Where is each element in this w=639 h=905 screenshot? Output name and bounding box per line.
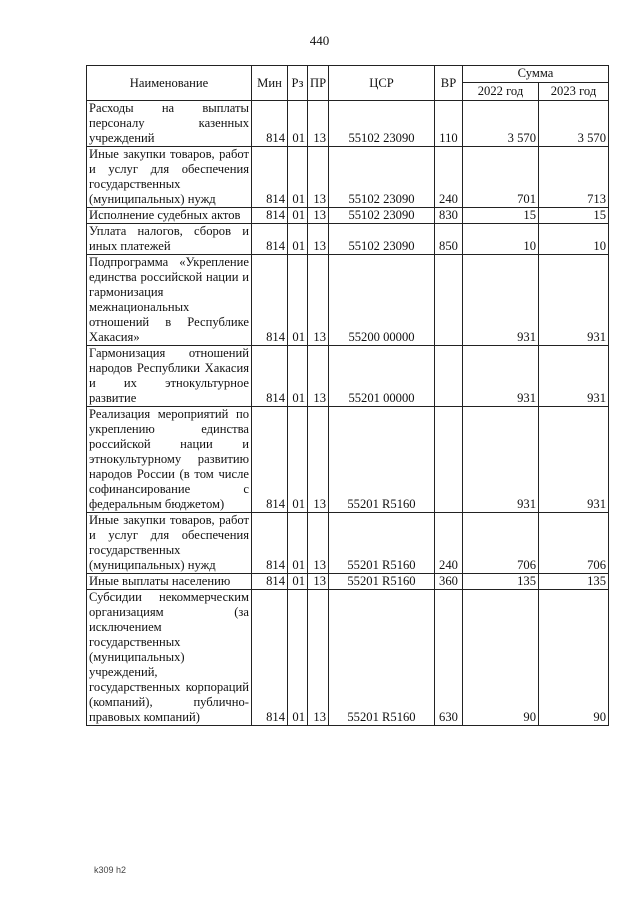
table-row [87,147,609,208]
cell-year-2022: 931 [463,407,539,513]
cell-rz: 01 [288,101,308,147]
header-name: Наименование [87,66,252,101]
cell-vr [435,407,463,513]
header-min: Мин [252,66,288,101]
cell-csr: 55201 00000 [329,346,435,407]
cell-pr: 13 [308,407,329,513]
budget-table [86,65,609,726]
cell-pr: 13 [308,513,329,574]
cell-name: Расходы на выплаты персоналу казенных учреждений [87,101,252,147]
table-row [87,208,609,224]
cell-rz: 01 [288,208,308,224]
header-vr: ВР [435,66,463,101]
header-year-2022: 2022 год [463,82,539,100]
cell-year-2023: 931 [539,255,609,346]
cell-csr: 55102 23090 [329,224,435,255]
table-row [87,574,609,590]
cell-pr: 13 [308,208,329,224]
cell-min: 814 [252,255,288,346]
page-number: 440 [309,33,330,48]
cell-name: Иные закупки товаров, работ и услуг для обеспечения государственных (муниципальных) нужд [87,513,252,574]
table-row [87,407,609,513]
cell-min: 814 [252,574,288,590]
cell-csr: 55201 R5160 [329,590,435,726]
cell-year-2022: 931 [463,346,539,407]
cell-year-2022: 10 [463,224,539,255]
cell-pr: 13 [308,574,329,590]
cell-name: Гармонизация отношений народов Республики Хакасия и их этнокультурное развитие [87,346,252,407]
cell-csr: 55102 23090 [329,208,435,224]
cell-vr: 240 [435,513,463,574]
cell-pr: 13 [308,255,329,346]
cell-vr: 830 [435,208,463,224]
cell-year-2023: 713 [539,147,609,208]
cell-year-2022: 706 [463,513,539,574]
cell-csr: 55201 R5160 [329,407,435,513]
cell-name: Иные выплаты населению [87,574,252,590]
cell-min: 814 [252,513,288,574]
cell-vr: 630 [435,590,463,726]
cell-name: Иные закупки товаров, работ и услуг для обеспечения государственных (муниципальных) нужд [87,147,252,208]
cell-year-2022: 701 [463,147,539,208]
cell-year-2023: 706 [539,513,609,574]
cell-vr: 240 [435,147,463,208]
cell-name: Исполнение судебных актов [87,208,252,224]
cell-year-2023: 931 [539,346,609,407]
cell-vr: 110 [435,101,463,147]
cell-year-2022: 15 [463,208,539,224]
footer-code: k309 h2 [94,865,127,875]
cell-year-2022: 931 [463,255,539,346]
cell-csr: 55201 R5160 [329,513,435,574]
cell-rz: 01 [288,224,308,255]
table-body [87,101,609,726]
cell-year-2022: 135 [463,574,539,590]
cell-year-2023: 931 [539,407,609,513]
cell-rz: 01 [288,255,308,346]
cell-name: Уплата налогов, сборов и иных платежей [87,224,252,255]
cell-rz: 01 [288,407,308,513]
cell-year-2023: 15 [539,208,609,224]
cell-pr: 13 [308,590,329,726]
cell-min: 814 [252,224,288,255]
table-row [87,224,609,255]
cell-pr: 13 [308,346,329,407]
cell-rz: 01 [288,147,308,208]
cell-csr: 55201 R5160 [329,574,435,590]
cell-min: 814 [252,101,288,147]
header-csr: ЦСР [329,66,435,101]
cell-year-2022: 3 570 [463,101,539,147]
cell-min: 814 [252,346,288,407]
table-row [87,346,609,407]
cell-vr [435,255,463,346]
cell-vr: 360 [435,574,463,590]
cell-rz: 01 [288,346,308,407]
cell-name: Подпрограмма «Укрепление единства российской нации и гармонизация межнациональных отношений в Республике Хакасия» [87,255,252,346]
cell-csr: 55200 00000 [329,255,435,346]
cell-year-2023: 90 [539,590,609,726]
cell-vr: 850 [435,224,463,255]
cell-year-2022: 90 [463,590,539,726]
cell-min: 814 [252,407,288,513]
table-row [87,513,609,574]
cell-vr [435,346,463,407]
header-year-2023: 2023 год [539,82,609,100]
cell-name: Субсидии некоммерческим организациям (за исключением государственных (муниципальных) учреждений, государственных корпораций (компаний), публично-правовых компаний) [87,590,252,726]
cell-csr: 55102 23090 [329,147,435,208]
cell-year-2023: 3 570 [539,101,609,147]
cell-csr: 55102 23090 [329,101,435,147]
cell-min: 814 [252,590,288,726]
table-row [87,255,609,346]
table-row [87,590,609,726]
cell-rz: 01 [288,513,308,574]
cell-pr: 13 [308,224,329,255]
header-pr: ПР [308,66,329,101]
table-row [87,101,609,147]
cell-rz: 01 [288,590,308,726]
header-rz: Рз [288,66,308,101]
cell-name: Реализация мероприятий по укреплению единства российской нации и этнокультурному развитию народов России (в том числе софинансирование с федеральным бюджетом) [87,407,252,513]
cell-year-2023: 10 [539,224,609,255]
cell-pr: 13 [308,101,329,147]
table-header [87,66,609,101]
cell-min: 814 [252,147,288,208]
header-sum: Сумма [463,66,609,83]
cell-min: 814 [252,208,288,224]
cell-year-2023: 135 [539,574,609,590]
cell-pr: 13 [308,147,329,208]
cell-rz: 01 [288,574,308,590]
